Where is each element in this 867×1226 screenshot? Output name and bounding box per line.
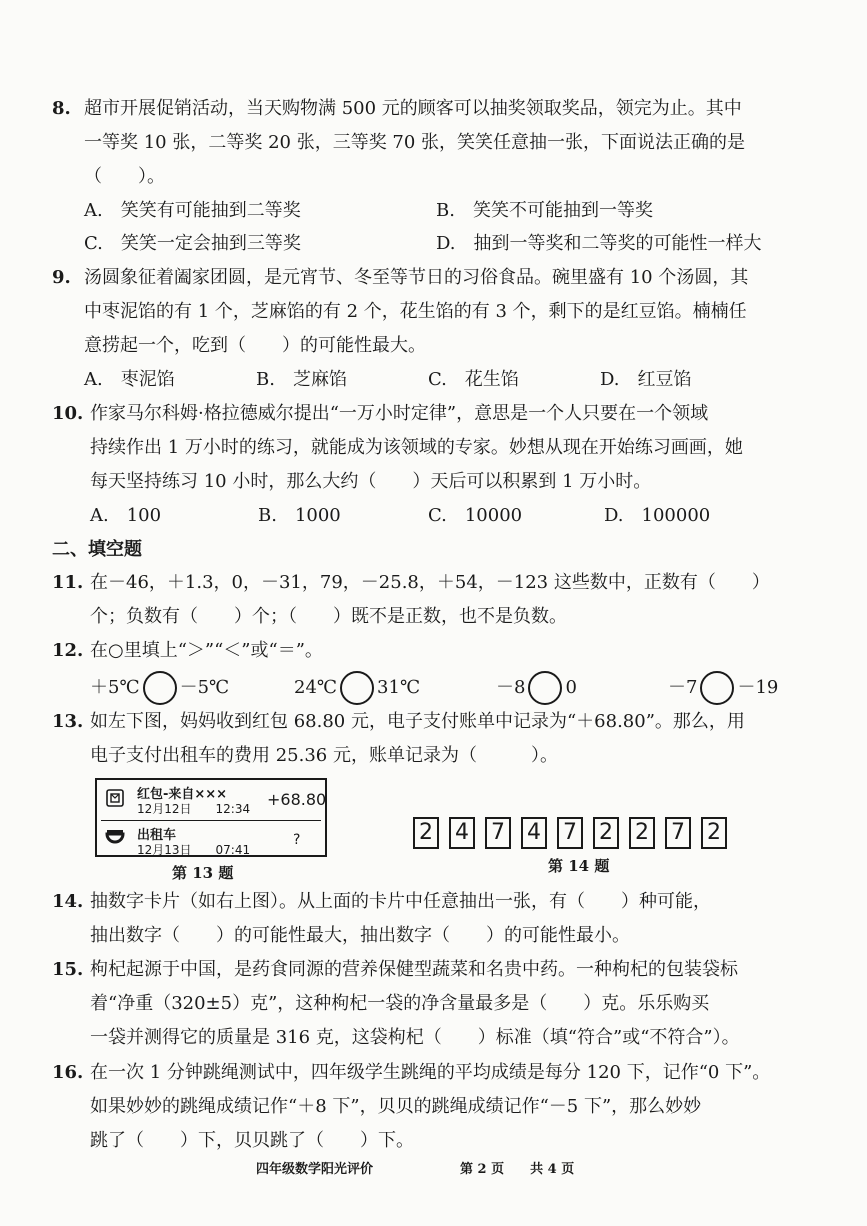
payment-receipt (95, 778, 327, 857)
option-a: A. 枣泥馅 (84, 369, 175, 390)
question-number: 16. (52, 1062, 84, 1083)
option-b: B. 笑笑不可能抽到一等奖 (436, 200, 653, 221)
receipt-amount-2: ? (293, 832, 301, 848)
question-text: 个；负数有（ ）个；（ ）既不是正数，也不是负数。 (90, 606, 567, 627)
answer-circle[interactable] (340, 671, 374, 705)
receipt-date-1: 12月12日 12:34 (137, 802, 251, 816)
question-text: 一等奖 10 张，二等奖 20 张，三等奖 70 张，笑笑任意抽一张，下面说法正确的是 (84, 132, 746, 153)
option-d: D. 抽到一等奖和二等奖的可能性一样大 (436, 233, 762, 254)
answer-circle[interactable] (528, 671, 562, 705)
number-card: 4 (521, 817, 547, 849)
number-card: 2 (593, 817, 619, 849)
compare-right: －5℃ (179, 677, 230, 698)
comparison-item (496, 671, 577, 705)
question-number: 15. (52, 959, 84, 980)
taxi-icon (105, 828, 125, 848)
comparison-item (294, 671, 420, 705)
question-text: 抽出数字（ ）的可能性最大，抽出数字（ ）的可能性最小。 (90, 925, 630, 946)
compare-left: －7 (668, 677, 698, 698)
question-text: 持续作出 1 万小时的练习，就能成为该领域的专家。妙想从现在开始练习画画，她 (90, 437, 743, 458)
question-text: 在○里填上“＞”“＜”或“＝”。 (90, 640, 323, 661)
compare-left: －8 (496, 677, 526, 698)
number-card: 7 (557, 817, 583, 849)
page-number: 第 2 页 共 4 页 (460, 1162, 575, 1177)
question-text: 作家马尔科姆·格拉德威尔提出“一万小时定律”，意思是一个人只要在一个领域 (90, 403, 709, 424)
option-c: C. 花生馅 (428, 369, 519, 390)
question-number: 14. (52, 891, 84, 912)
question-number: 8. (52, 98, 71, 119)
question-text: 抽数字卡片（如右上图）。从上面的卡片中任意抽出一张，有（ ）种可能， (90, 891, 711, 912)
question-text: 如左下图，妈妈收到红包 68.80 元，电子支付账单中记录为“＋68.80”。那么，用 (90, 711, 745, 732)
red-packet-icon (105, 788, 125, 808)
question-text: 电子支付出租车的费用 25.36 元，账单记录为（ ）。 (90, 745, 558, 766)
compare-left: 24℃ (294, 677, 338, 698)
option-c: C. 10000 (428, 505, 523, 526)
question-text: 超市开展促销活动，当天购物满 500 元的顾客可以抽奖领取奖品，领完为止。其中 (84, 98, 742, 119)
footer-title: 四年级数学阳光评价 (256, 1162, 374, 1177)
section-heading: 二、填空题 (52, 539, 142, 560)
number-cards (413, 817, 727, 849)
question-number: 13. (52, 711, 84, 732)
compare-right: －19 (737, 677, 779, 698)
option-a: A. 笑笑有可能抽到二等奖 (84, 200, 301, 221)
option-c: C. 笑笑一定会抽到三等奖 (84, 233, 301, 254)
question-text: 一袋并测得它的质量是 316 克，这袋枸杞（ ）标准（填“符合”或“不符合”）。 (90, 1027, 740, 1048)
number-card: 2 (701, 817, 727, 849)
receipt-title-1: 红包-来自××× (137, 787, 228, 802)
receipt-amount-1: +68.80 (267, 790, 327, 809)
question-text: 中枣泥馅的有 1 个，芝麻馅的有 2 个，花生馅的有 3 个，剩下的是红豆馅。楠楠任 (84, 301, 747, 322)
number-card: 7 (485, 817, 511, 849)
figure-caption-14: 第 14 题 (548, 857, 610, 875)
comparison-item (90, 671, 229, 705)
option-a: A. 100 (90, 505, 162, 526)
receipt-divider (101, 820, 321, 821)
question-text: 如果妙妙的跳绳成绩记作“＋8 下”，贝贝的跳绳成绩记作“－5 下”，那么妙妙 (90, 1096, 702, 1117)
question-number: 10. (52, 403, 84, 424)
answer-circle[interactable] (700, 671, 734, 705)
question-text: 每天坚持练习 10 小时，那么大约（ ）天后可以积累到 1 万小时。 (90, 471, 652, 492)
number-card: 7 (665, 817, 691, 849)
question-text: 跳了（ ）下，贝贝跳了（ ）下。 (90, 1130, 414, 1151)
number-card: 4 (449, 817, 475, 849)
compare-left: ＋5℃ (90, 677, 140, 698)
number-card: 2 (629, 817, 655, 849)
question-number: 11. (52, 572, 84, 593)
option-d: D. 红豆馅 (600, 369, 692, 390)
option-d: D. 100000 (604, 505, 711, 526)
number-card: 2 (413, 817, 439, 849)
compare-right: 31℃ (377, 677, 421, 698)
answer-circle[interactable] (143, 671, 177, 705)
question-text: 在－46，＋1.3，0，－31，79，－25.8，＋54，－123 这些数中，正数有（ ） (90, 572, 770, 593)
question-text: 着“净重（320±5）克”，这种枸杞一袋的净含量最多是（ ）克。乐乐购买 (90, 993, 710, 1014)
option-b: B. 芝麻馅 (256, 369, 347, 390)
compare-right: 0 (565, 677, 577, 698)
option-b: B. 1000 (258, 505, 341, 526)
receipt-date-2: 12月13日 07:41 (137, 843, 251, 857)
figure-caption-13: 第 13 题 (172, 864, 234, 882)
question-text: 枸杞起源于中国，是药食同源的营养保健型蔬菜和名贵中药。一种枸杞的包装袋标 (90, 959, 738, 980)
question-text: 汤圆象征着阖家团圆，是元宵节、冬至等节日的习俗食品。碗里盛有 10 个汤圆，其 (84, 267, 749, 288)
question-number: 9. (52, 267, 71, 288)
question-text: 意捞起一个，吃到（ ）的可能性最大。 (84, 335, 426, 356)
receipt-title-2: 出租车 (137, 828, 177, 843)
question-text: 在一次 1 分钟跳绳测试中，四年级学生跳绳的平均成绩是每分 120 下，记作“0 下”。 (90, 1062, 771, 1083)
question-number: 12. (52, 640, 84, 661)
question-text: （ ）。 (84, 166, 165, 187)
comparison-item (668, 671, 778, 705)
